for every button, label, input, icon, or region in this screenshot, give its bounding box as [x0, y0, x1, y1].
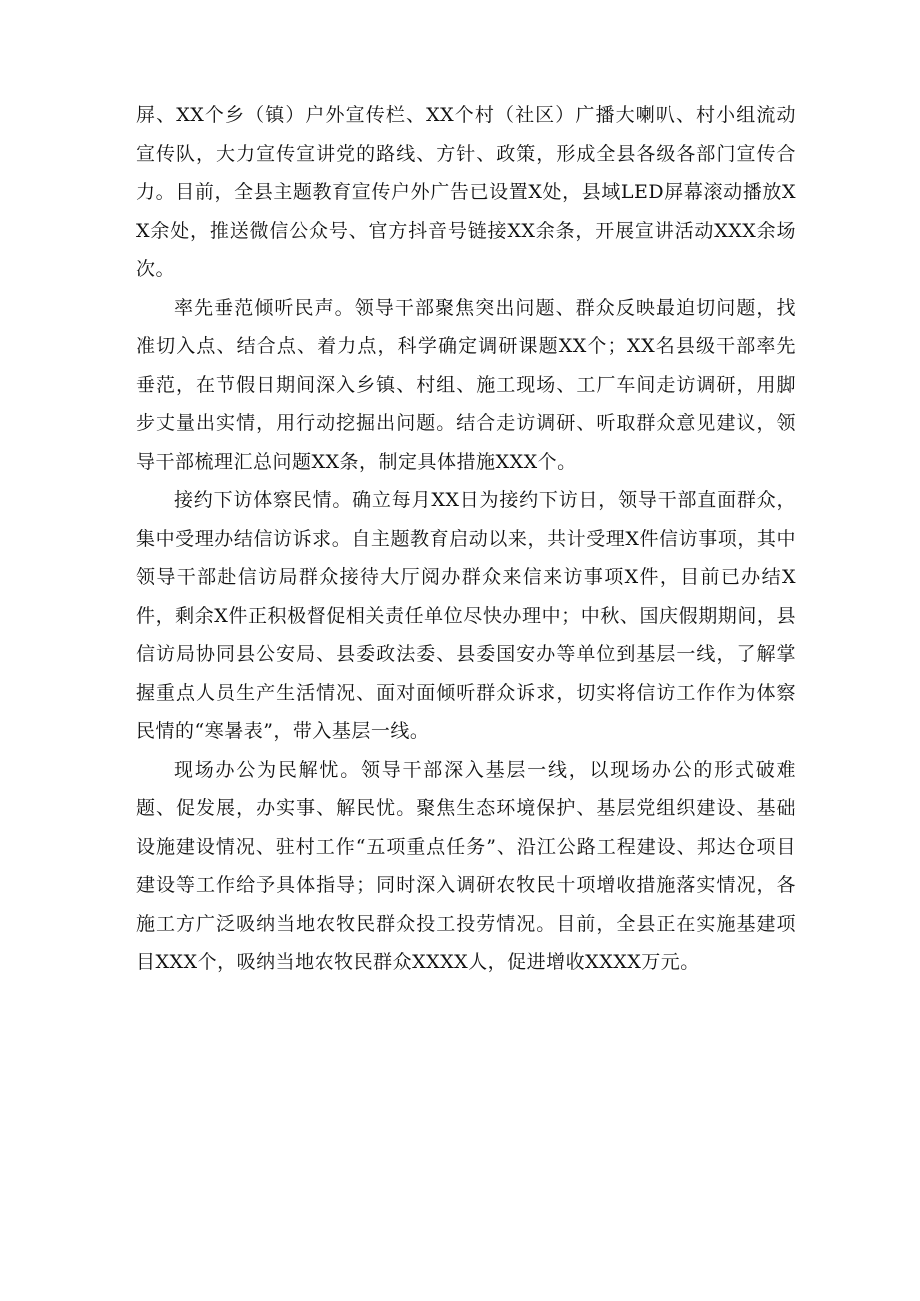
document-body: [136, 96, 796, 982]
paragraph-onsite-office: 现场办公为民解忧。领导干部深入基层一线，以现场办公的形式破难题、促发展，办实事、解民忧。聚焦生态环境保护、基层党组织建设、基础设施建设情况、驻村工作“五项重点任务”、沿江公路工程建设、邦达仓项目建设等工作给予具体指导；同时深入调研农牧民十项增收措施落实情况，各施工方广泛吸纳当地农牧民群众投工投劳情况。目前，全县正在实施基建项目XXX个，吸纳当地农牧民群众XXXX人，促进增收XXXX万元。: [136, 758, 796, 973]
paragraph-leadership-listening: 率先垂范倾听民声。领导干部聚焦突出问题、群众反映最迫切问题，找准切入点、结合点、着力点，科学确定调研课题XX个；XX名县级干部率先垂范，在节假日期间深入乡镇、村组、施工现场、工厂车间走访调研，用脚步丈量出实情，用行动挖掘出问题。结合走访调研、听取群众意见建议，领导干部梳理汇总问题XX条，制定具体措施XXX个。: [136, 296, 796, 473]
paragraph-continuation: 屏、XX个乡（镇）户外宣传栏、XX个村（社区）广播大喇叭、村小组流动宣传队，大力宣传宣讲党的路线、方针、政策，形成全县各级各部门宣传合力。目前，全县主题教育宣传户外广告已设置X处，县域LED屏幕滚动播放XX余处，推送微信公众号、官方抖音号链接XX余条，开展宣讲活动XXX余场次。: [136, 104, 796, 280]
paragraph-petition-visits: 接约下访体察民情。确立每月XX日为接约下访日，领导干部直面群众，集中受理办结信访诉求。自主题教育启动以来，共计受理X件信访事项，其中领导干部赴信访局群众接待大厅阅办群众来信来访事项X件，目前已办结X件，剩余X件正积极督促相关责任单位尽快办理中；中秋、国庆假期期间，县信访局协同县公安局、县委政法委、县委国安办等单位到基层一线，了解掌握重点人员生产生活情况、面对面倾听群众诉求，切实将信访工作作为体察民情的“寒暑表”，带入基层一线。: [136, 489, 796, 742]
